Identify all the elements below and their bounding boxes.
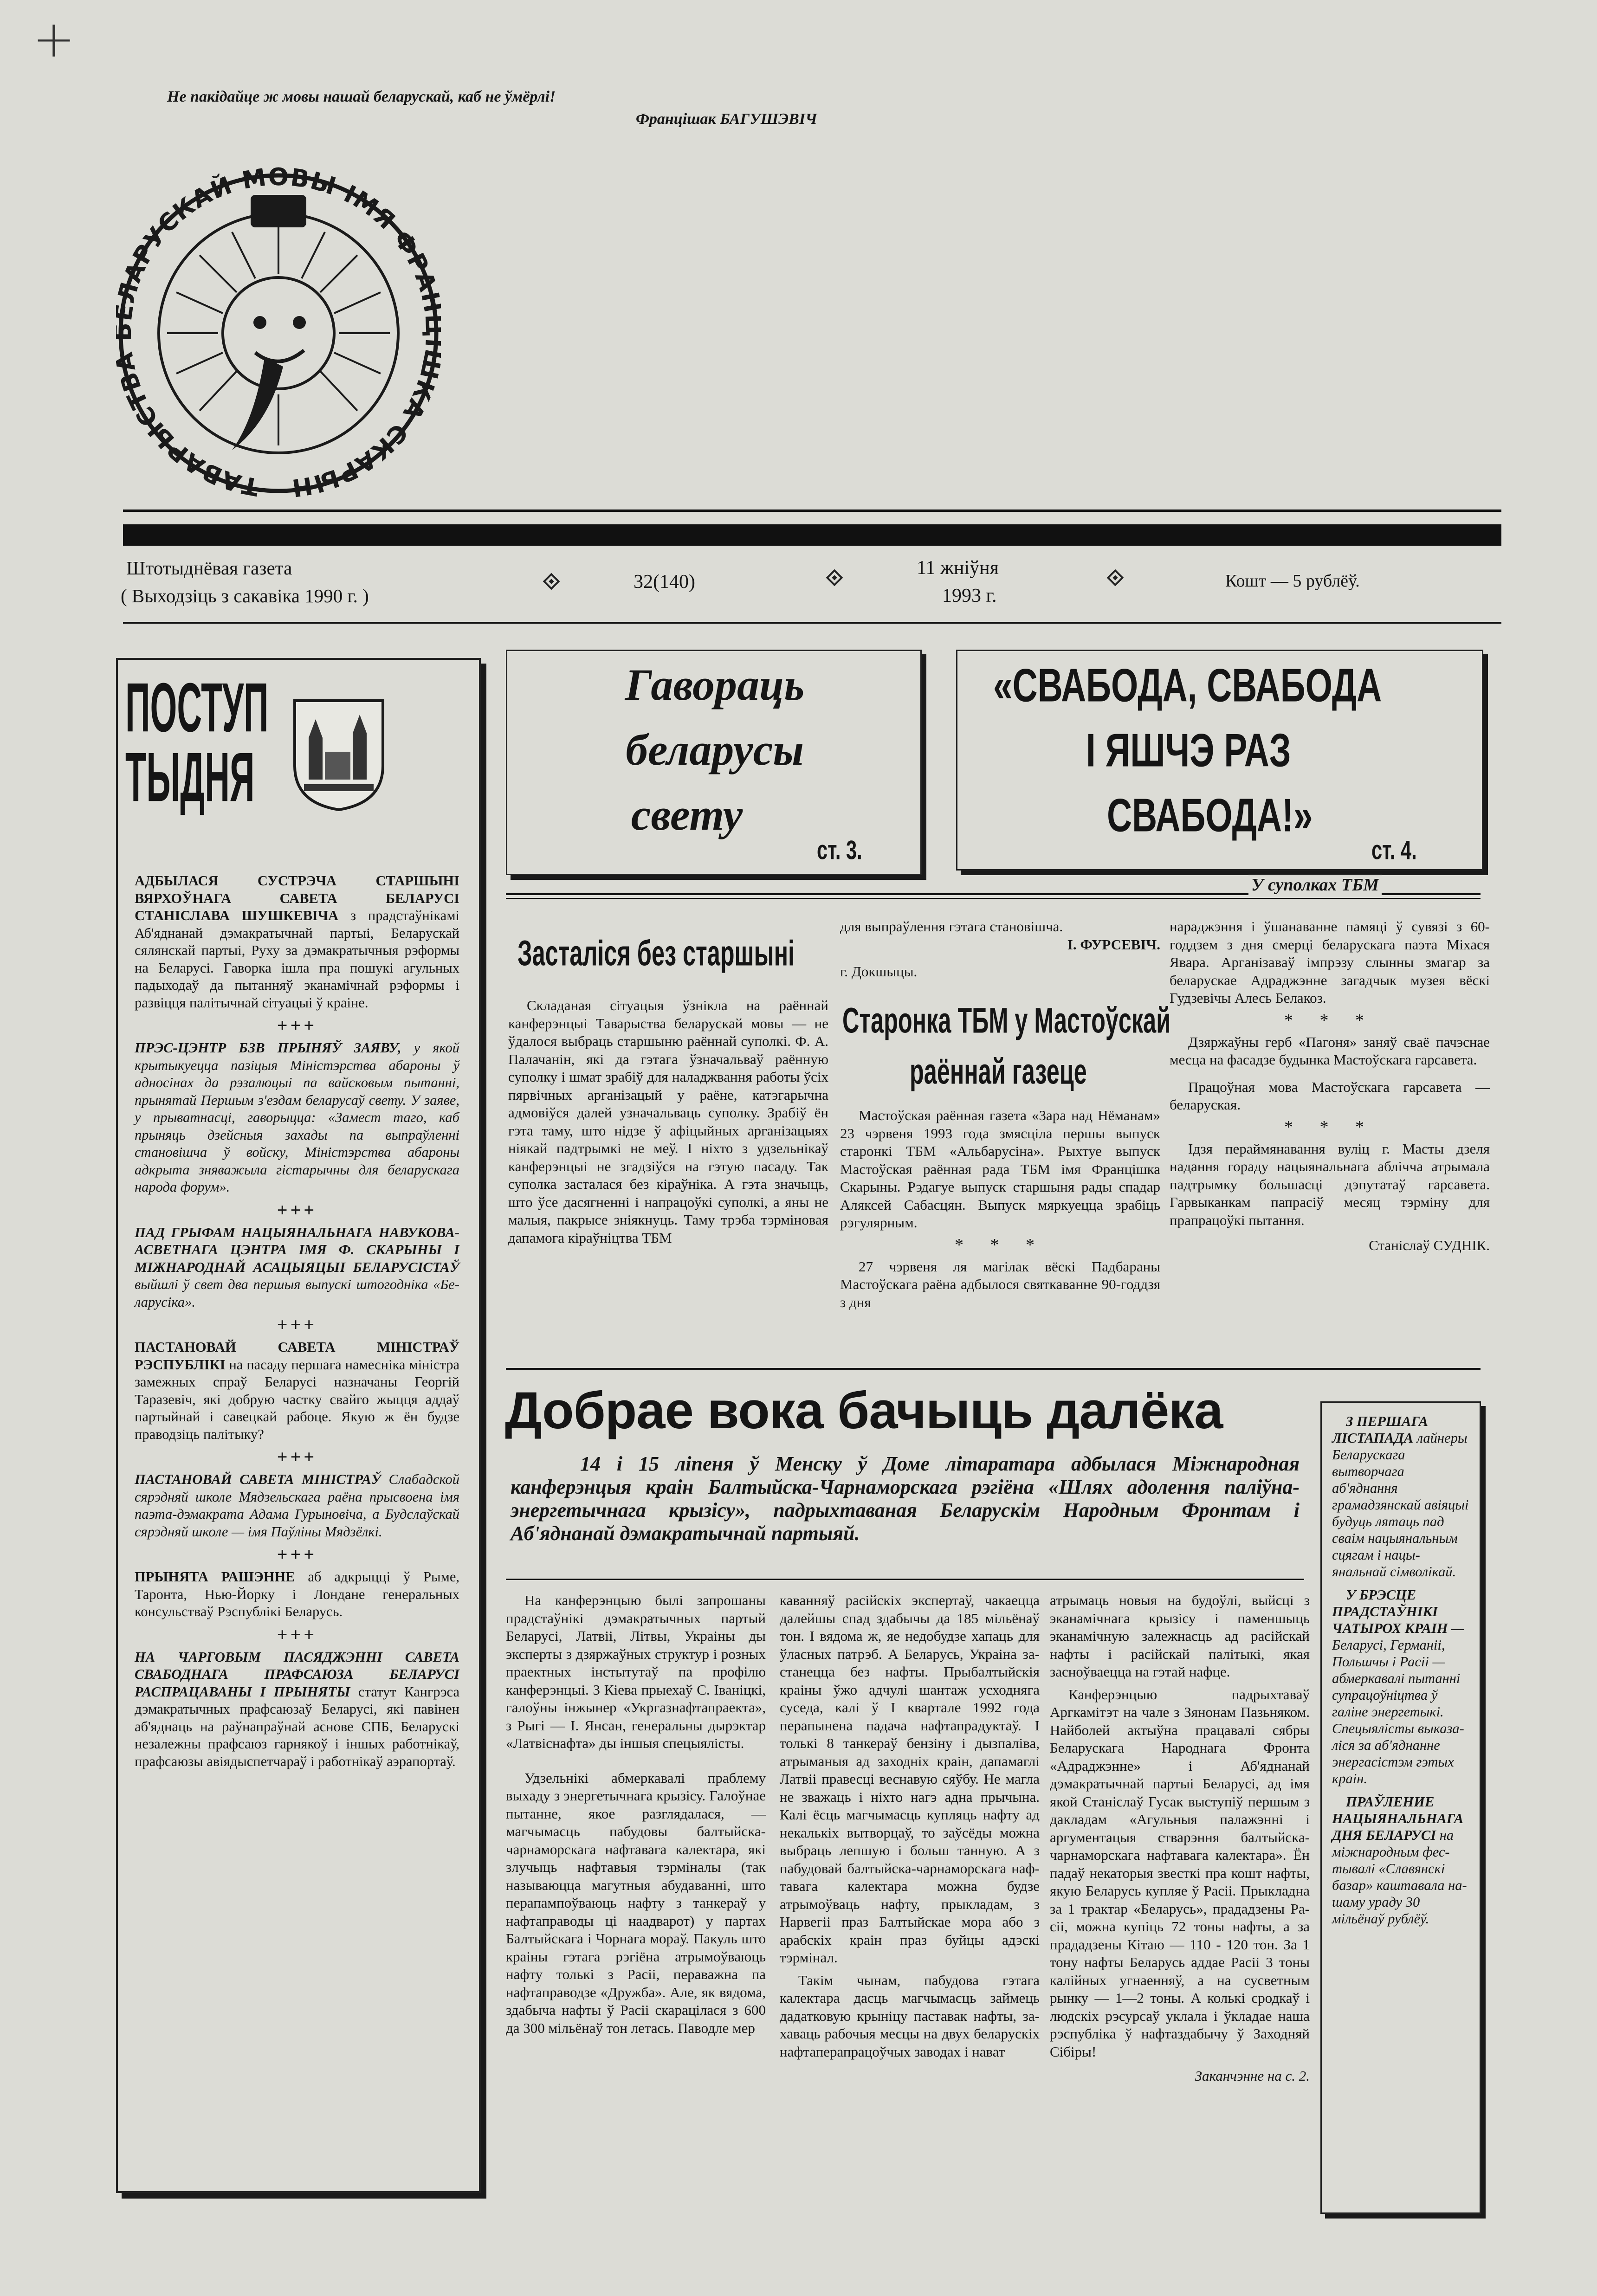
tbm-col3-author: Станіслаў СУДНІК. xyxy=(1369,1237,1490,1253)
main-col2: каванняў расійскіх экспертаў, чакаецца далейшы спад здабычы да 185 мільёнаў тон. І вядома ж, яе недобудзе хапаць для ўласных патрэб. А Беларусь, Украіна застанецца без нафты. Прыбалтыйскія краіны ўжо адчулі шантаж усходняга суседа, калі ў І квартале 1992 года перапынена падача нафтапрадуктаў. І толькі 8 танкераў бензіну і дызпаліва, атрыманыя ад заходніх краін, дапамаглі Латвіі правесці веснавую сяўбу. Не магла не зважаць і ніхто нагэ адна прычына. Калі ёсць магчымасць купляць нафту ад некалькіх вытворцаў, то заўсёды можна выбраць лепшую і больш танную. А з пабудовай балтыйска-чарнаморскага нафтавага калектара можна будзе атрымоўваць нафту, прыкладам, з Нарвегіі праз Балтыйскае мора або з арабскіх краін праз буйцы адэскі тэрмінал. Такім чынам, пабудова гэтага калектара дасць магчымасць займець дадатковую крыніцу паставак нафты, захаваць рабочыя месцы на двух беларускіх нафтаперапрацоўчых заводах і нават xyxy=(780,1592,1040,2060)
issue-date-day: 11 жніўня xyxy=(917,557,999,579)
sidebar-title-line2: ТЫДНЯ xyxy=(125,738,255,816)
sidebar-item: ПАСТАНОВАЙ САВЕТА МІНІСТРАЎ РЭСПУБЛІКІ на пасаду першага намесніка міністра замежных спраў Беларусі назначаны Георгій Таразевіч, які добрую частку свайго жыцця аддаў партыйнай і савецкай рабоце. Якую ж ён будзе праводзіць палітыку? xyxy=(135,1339,459,1442)
main-lead-rule xyxy=(506,1579,1304,1580)
continued-note: Заканчэнне на с. 2. xyxy=(1195,2068,1310,2084)
right-news-item: ПРАЎЛЕНИЕ НАЦЫЯНАЛЬНАГА ДНЯ БЕЛАРУСІ на міжнародным фестывалі «Славянскі базар» каштавала нашаму ураду 30 мільёнаў рублёў. xyxy=(1332,1794,1467,1927)
masthead-motto: Не пакідайце ж мовы нашай беларускай, каб не ўмёрлі! xyxy=(167,88,556,105)
teaser-2-line3: СВАБОДА!» xyxy=(1107,789,1313,842)
sidebar-item: ПРЭС-ЦЭНТР БЗВ ПРЫНЯЎ ЗАЯВУ, у якой крытыкуецца пазіцыя Міністэрства абароны ў адносінах да рэзалюцыі па вайсковым пытанні, прынятай Першым з'ездам беларусаў свету. У заяве, у прыватнасці, гаворыцца: «Замест таго, каб прыняць дзейсныя захады па выпраўленні становішча ў войску, Міністэрства абароны адкрыта зняважыла гістарычны для беларускага народа форум». xyxy=(135,1040,459,1195)
price: Кошт — 5 рублёў. xyxy=(1225,571,1360,591)
main-col3: атрымаць новыя на будоўлі, выйсці з эканамічнага крызісу і паменшыць эканамічную залежнасць ад расійскай нафты і расійскай палітыкі, якая засноўваецца на гэтай нафце. Канферэнцыю падрыхтаваў Аргкамітэт на чале з Зянонам Пазьняком. Найболей актыўна працавалі сябры Беларускага Народнага Фронта «Адраджэнне» і Аб'яднанай дэмакратычнай партыі Беларусі, ад імя якой Станіслаў Гусак выступіў першым з дакладам «Агульныя палажэнні і аргументацыя стварэння балтыйскачарнаморскага нафтавага калектара». Ён падаў некаторыя звесткі пра кошт нафты, якую Беларусь купляе ў Расіі. Прыкладна за 1 трактар «Беларусь», прададзены Расіі, можна купіць 72 тоны нафты, а за прададзены Кітаю — 110 - 120 тон. За 1 тону нафты Беларусь аддае Расіі 3 тоны калійных угнаенняў, а на сусветным рынку — 1—2 тоны. А колькі сродкаў і людскіх рэсурсаў уклала і ўкладае наша рэспубліка ў нафтаздабычу ў Заходняй Сібіры! Заканчэнне на с. 2. xyxy=(1050,1592,1310,2085)
info-rule xyxy=(123,622,1501,624)
issue-date-year: 1993 г. xyxy=(942,585,997,606)
separator-plus-icon: +++ xyxy=(277,1314,317,1335)
right-news-item: З ПЕРШАГА ЛІСТАПАДА лайнеры Беларускага вытворчага аб'яднання грамадзянскай авіяцыі будуць лятаць пад сваім нацыянальным сцягам і нацыянальнай сімволікай. xyxy=(1332,1413,1469,1580)
main-col1: На канферэнцыю былі запрошаны прадстаўнікі дэмакратычных партый Беларусі, Латвіі, Літвы, Украіны ды эксперты з дзяржаўных структур і розных праектных інстытутаў па профілю канферэнцыі. З Кіева прыехаў С. Іваніцкі, галоўны інжынер «Укргазнафтапраекта», з Рыгі — І. Янсан, генеральны дырэктар «Латвіснафта» ды іншыя спецыялісты. Удзельнікі абмеркавалі праблему выхаду з энергетычнага крызісу. Галоўнае пытанне, якое разглядалася, — магчымасць пабудовы балтыйска-чарнаморскага нафтавага калектара, які злучыць нафтавыя тэрміналы (так называюцца магутныя абудаванні, што перапампоўваюць нафту з танкераў у нафтаправоды ці наадварот) у партах Балтыйскага і Чорнага мораў. Пакуль што краіны гэтага рэгіёна атрымоўваюць нафту толькі з Расіі, пераважна па нафтаправодзе «Дружба». Але, як вядома, здабыча нафты ў Расіі скарацілася з 600 да 300 мільёнаў тон летась. Паводле мер xyxy=(506,1592,766,2036)
city-emblem xyxy=(290,696,388,812)
info-frequency: Штотыднёвая газета xyxy=(126,557,292,579)
main-lead: 14 і 15 ліпеня ў Менску ў Доме літаратара адбылася Міжнародная канферэнцыя краін Балтыйска-Чарнаморскага рэгіёна «Шлях адолення паліўна-энергетычнага крызісу», падрыхтаваная Беларускім Народным Фронтам і Аб'яднанай дэмакратычнай партыяй. xyxy=(511,1452,1300,1545)
sidebar-item: АДБЫЛАСЯ СУСТРЭЧА СТАРШЫНІ ВЯРХОЎНАГА САВЕТА БЕЛАРУСІ СТАНІСЛАВА ШУШКЕВІЧА з прадстаўнікамі Аб'яднанай дэмакратычнай партыі, Беларускай сялянскай партыі, Руху за дэмакратычныя рэформы на Беларусі. Гаворка ішла пра пошукі агульных падыходаў да пытанняў эканамічнай рэформы і развіцця палітычнай сітуацыі ў краіне. xyxy=(135,873,459,1011)
teaser-1-line1: Гавораць xyxy=(625,660,805,709)
info-since: ( Выходзіць з сакавіка 1990 г. ) xyxy=(121,585,369,606)
tbm-article1-author: І. ФУРСЕВІЧ. xyxy=(1067,936,1160,953)
sidebar-item: НА ЧАРГОВЫМ ПАСЯДЖЭННІ САВЕТА СВАБОДНАГА ПРАФСАЮЗА БЕЛАРУСІ РАСПРАЦАВАНЫ І ПРЫНЯТЫ статут Кангрэса дэмакратычных прафсаюзаў Беларусі, які павінен аб'яднаць на раўнапраўнай аснове СПБ, Беларускі незалежны прафсаюз гарнякоў і іншых работнікаў, прафсаюзы авіядыспетчараў і работнікаў аэрапортаў. xyxy=(135,1649,459,1769)
main-rule-top xyxy=(506,1368,1481,1370)
separator-plus-icon: +++ xyxy=(277,1624,317,1645)
margin-mark: + xyxy=(32,9,76,69)
diamond-icon xyxy=(1107,569,1124,587)
separator-plus-icon: +++ xyxy=(277,1446,317,1467)
masthead-motto-author: Францішак БАГУШЭВІЧ xyxy=(636,110,817,128)
teaser-1-page: ст. 3. xyxy=(817,836,862,865)
tbm-article2-body: Мастоўская раённая газета «Зара над Нёманам» 23 чэрвеня 1993 года змясціла першы выпуск старонкі ТБМ «Альбарусіна». Рыхтуе выпуск Мастоўская раённая рада ТБМ імя Францішка Скарыны. Рэдагуе выпуск старшыня рады спадар Аляксей Сабасцян. Выпуск мяркуецца зрабіць рэгулярным. * * * 27 чэрвеня ля магілак вёскі Падбараны Мастоўскага раёна адбылося святкаванне 90-годдзя з дня xyxy=(840,1107,1160,1310)
right-news-item: У БРЭСЦЕ ПРАДСТАЎНІКІ ЧАТЫРОХ КРАІН — Беларусі, Германіі, Польшчы і Расіі — абмеркавалі пытанні супрацоўніцтва ў галіне энергетыкі. Спецыялісты выказаліся за аб'яднанне энергасістэм гэтых краін. xyxy=(1332,1587,1464,1786)
issue-number: 32(140) xyxy=(634,571,695,593)
tbm-col3: нараджэння і ўшанаванне памяці ў сувязі з 60-годдзем з дня смерці беларускага паэта Міхася Явара. Арганізаваў імпрэзу слынны змагар за беларускае Адраджэнне загадчык музея вёскі Гудзевічы Алесь Белакоз. * * * Дзяржаўны герб «Пагоня» заняў сваё пачэснае месца на фасадзе будынка Мастоўскага гарсавета. Працоўная мова Мастоўскага гарсавета — беларуская. * * * Ідзя пераймянавання вуліц г. Масты дзеля надання гораду нацыянальнага аблічча атрымала падтрымку большасці дэпутатаў гарсавета. Гарвыканкам папрасіў месяц тэрміну для прапрацоўкі пытання. Станіслаў СУДНІК. xyxy=(1170,918,1490,1255)
sidebar-title xyxy=(125,669,288,816)
teaser-1-line2: беларусы xyxy=(626,725,804,774)
tbm-article1-place: г. Докшыцы. xyxy=(840,963,918,980)
stars-separator: * * * xyxy=(1284,1010,1375,1030)
teaser-2-line2: І ЯШЧЭ РАЗ xyxy=(1086,724,1291,777)
tbm-article2-title-2: раённай газеце xyxy=(910,1051,1087,1091)
sidebar-item: ПРЫНЯТА РАШЭННЕ аб адкрыцці ў Рыме, Таронта, Нью-Йорку і Лондане генеральных консульстваў Рэспублікі Беларусь. xyxy=(135,1569,459,1619)
tbm-article1-title: Засталіся без старшыні xyxy=(517,933,795,973)
teaser-2-page: ст. 4. xyxy=(1371,836,1417,865)
sidebar-item: ПАСТАНОВАЙ САВЕТА МІНІСТРАЎ Слабадской сярэдняй школе Мядзельскага раёна прысвоена імя паэта-дэмакрата Адама Гурыновіча, а Будслаўскай сярэдняй школе — імя Паўліны Мядзёлкі. xyxy=(135,1471,459,1540)
svg-text:ТАВАРЫСТВА БЕЛАРУСКАЙ МОВЫ ІМЯ: ТАВАРЫСТВ АРУСКАЙ МОВЫ ІМЯ ФРА КА СКАРЫН xyxy=(116,163,441,501)
teaser-1-line3: свету xyxy=(631,790,743,839)
tbm-rule-top-2 xyxy=(506,898,1481,899)
sidebar-items xyxy=(135,872,459,1770)
main-headline: Добрае вока бачыць далёка xyxy=(505,1381,1223,1439)
sidebar-title-line1: ПОСТУП xyxy=(125,669,269,747)
diamond-icon xyxy=(826,569,843,587)
separator-plus-icon: +++ xyxy=(277,1015,317,1036)
city-coat-of-arms-icon xyxy=(290,696,388,812)
masthead-rule-thin xyxy=(123,510,1501,512)
tbm-rubric: У суполках ТБМ xyxy=(1248,875,1382,895)
tbm-col2: для выпраўлення гэтага становішча. І. ФУРСЕВІЧ. г. Докшыцы. xyxy=(840,918,1160,981)
sidebar-item: ПАД ГРЫФАМ НАЦЫЯНАЛЬНАГА НАВУКОВА-АСВЕТНАГА ЦЭНТРА ІМЯ Ф. СКАРЫНЫ І МІЖНАРОДНАЙ АСАЦЫЯЦЫІ БЕЛАРУСІСТАЎ выйшлі ў свет два першыя выпускі штогодніка «Беларусіка». xyxy=(135,1224,459,1310)
diamond-icon xyxy=(543,573,560,590)
separator-plus-icon: +++ xyxy=(277,1544,317,1565)
teaser-2-line1: «СВАБОДА, СВАБОДА xyxy=(993,659,1382,712)
masthead-rule-thick xyxy=(123,524,1501,546)
tbm-article2-title-1: Старонка ТБМ у Мастоўскай xyxy=(842,1000,1171,1040)
stars-separator: * * * xyxy=(955,1235,1046,1255)
masthead-title xyxy=(464,135,1504,487)
right-news-items xyxy=(1332,1413,1469,1927)
sun-emblem-icon xyxy=(116,139,441,501)
stars-separator: * * * xyxy=(1284,1117,1375,1137)
tbm-emblem xyxy=(116,139,441,501)
separator-plus-icon: +++ xyxy=(277,1199,317,1220)
tbm-article1-body: Складаная сітуацыя ўзнікла на раённай канферэнцыі Таварыства беларускай мовы — не ўдалося выбраць старшыню раённай суполкі. Ф. А. Палачанін, які да гэтага ўзначальваў раённую суполку і шмат зрабіў для наладжвання работы ўсіх пярвічных арганізацый у раёне, катэгарычна адмовіўся далей узначальваць суполку. Зрабіў ён гэта таму, што нідзе ў афіцыйных арганізацыях ніякай падтрымкі не меў. І ніхто з удзельнікаў канферэнцыі не згадзіўся на гэтую пасаду. Так суполка засталася без кіраўніка. А гэта значыць, што ўсе дасягненні і напрацоўкі суполкі, а яны не малыя, пакрысе зніякнуць. Таму трэба тэрміновая дапамога кіраўніцтва ТБМ xyxy=(508,997,828,1246)
